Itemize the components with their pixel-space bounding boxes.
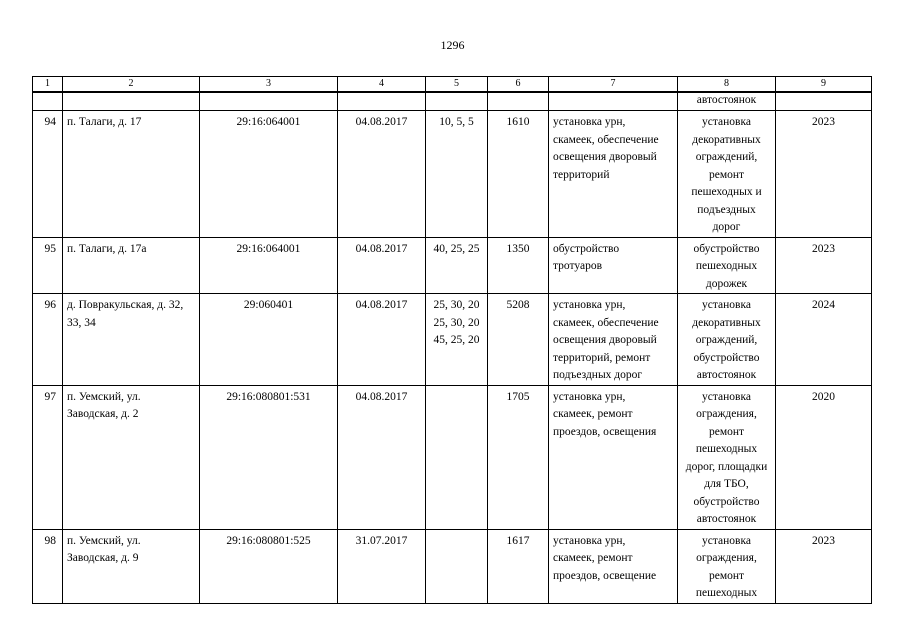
table-row (33, 111, 872, 238)
cell-line: обустройство (693, 495, 760, 508)
cell-col-5 (426, 385, 488, 529)
column-number-4: 4 (338, 77, 426, 93)
cell-line: ограждения, (696, 552, 757, 564)
cell-col-9 (776, 385, 872, 529)
cell-line: установка урн, (553, 534, 626, 547)
cell-line: п. Талаги, д. 17а (67, 242, 147, 255)
cell-col-7 (549, 111, 678, 238)
cell-text: 04.08.2017 (355, 116, 408, 128)
cell-text: 1705 (506, 390, 530, 403)
column-number-3: 3 (200, 77, 338, 93)
cell-text: 2023 (812, 534, 835, 547)
cell-line: 33, 34 (67, 316, 96, 329)
cell-col-2 (63, 385, 200, 529)
cell-line: пешеходных (695, 587, 758, 599)
cell-line: ремонт (708, 168, 745, 181)
cell-line: установка урн, (553, 390, 626, 403)
cell-col-6 (488, 294, 549, 386)
cell-col-6 (488, 529, 549, 603)
cell-line: п. Уемский, ул. (67, 534, 141, 547)
cell-col-7 (549, 385, 678, 529)
cell-text: 2020 (812, 390, 835, 403)
cell-col-4 (338, 294, 426, 386)
table-row (33, 385, 872, 529)
cell-col-2 (63, 237, 200, 294)
column-number-8: 8 (678, 77, 776, 93)
column-number-1: 1 (33, 77, 63, 93)
cell-text: 2024 (812, 299, 835, 311)
cell-col-6 (488, 385, 549, 529)
cell-col-7 (549, 92, 678, 111)
cell-col-7 (549, 294, 678, 386)
cell-col-3 (200, 92, 338, 111)
cell-col-9 (776, 92, 872, 111)
cell-col-1 (33, 92, 63, 111)
cell-text: 04.08.2017 (355, 299, 408, 311)
cell-col-8 (678, 237, 776, 294)
cell-col-5 (426, 111, 488, 238)
cell-line: дорожек (705, 277, 748, 290)
column-number-7: 7 (549, 77, 678, 93)
cell-line: обустройство (693, 351, 760, 364)
cell-line: тротуаров (553, 260, 603, 272)
table-row (33, 237, 872, 294)
cell-line: Заводская, д. 2 (67, 408, 139, 420)
cell-line: освещения дворовый (553, 334, 657, 346)
cell-text: 29:16:080801:531 (226, 390, 311, 403)
cell-text: 94 (44, 116, 56, 128)
cell-line: 40, 25, 25 (433, 242, 480, 255)
cell-line: 25, 30, 20 (433, 299, 480, 311)
cell-line: 10, 5, 5 (439, 116, 474, 128)
cell-text: 97 (44, 390, 56, 403)
cell-col-2 (63, 294, 200, 386)
cell-line: подъездных дорог (553, 369, 643, 381)
cell-col-4 (338, 92, 426, 111)
cell-line: п. Уемский, ул. (67, 390, 141, 403)
cell-col-8 (678, 111, 776, 238)
cell-line: освещения дворовый (553, 151, 657, 163)
table-row (33, 294, 872, 386)
cell-col-2 (63, 111, 200, 238)
cell-line: проездов, освещение (553, 569, 657, 582)
cell-line: автостоянок (696, 94, 757, 106)
cell-col-5 (426, 237, 488, 294)
cell-line: пешеходных (695, 260, 758, 272)
cell-line: установка (702, 534, 751, 547)
cell-line: установка (702, 299, 751, 311)
cell-col-5 (426, 294, 488, 386)
cell-line: автостоянок (696, 513, 757, 525)
cell-line: проездов, освещения (553, 425, 657, 438)
cell-line: подъездных (697, 203, 756, 216)
cell-line: обустройство (693, 242, 760, 255)
cell-line: установка урн, (553, 116, 626, 128)
cell-line: ограждения, (696, 408, 757, 420)
cell-col-3 (200, 237, 338, 294)
cell-line: пешеходных и (691, 186, 762, 198)
cell-line: 45, 25, 20 (433, 334, 480, 346)
column-number-row (33, 77, 872, 93)
cell-col-4 (338, 529, 426, 603)
cell-text: 29:16:064001 (236, 242, 301, 255)
cell-col-4 (338, 111, 426, 238)
cell-text: 04.08.2017 (355, 242, 408, 255)
cell-col-8 (678, 92, 776, 111)
cell-text: 98 (44, 534, 56, 547)
cell-line: дорог, площадки (685, 460, 768, 473)
cell-col-1 (33, 111, 63, 238)
cell-col-6 (488, 237, 549, 294)
cell-line: пешеходных (695, 443, 758, 455)
cell-line: ремонт (708, 425, 745, 438)
cell-line: для ТБО, (704, 478, 749, 490)
cell-text: 04.08.2017 (355, 390, 408, 403)
cell-line: установка урн, (553, 299, 626, 311)
cell-line: скамеек, обеспечение (553, 316, 659, 329)
cell-col-5 (426, 92, 488, 111)
cell-line: п. Талаги, д. 17 (67, 116, 142, 128)
cell-line: ограждений, (695, 334, 758, 346)
cell-text: 1350 (506, 242, 530, 255)
cell-text: 5208 (506, 299, 530, 311)
column-number-2: 2 (63, 77, 200, 93)
cell-text: 95 (44, 242, 56, 255)
cell-col-1 (33, 529, 63, 603)
cell-col-3 (200, 529, 338, 603)
cell-col-7 (549, 237, 678, 294)
table-row (33, 529, 872, 603)
cell-col-3 (200, 294, 338, 386)
cell-col-1 (33, 385, 63, 529)
cell-col-6 (488, 111, 549, 238)
cell-line: территорий, ремонт (553, 351, 651, 364)
cell-line: ограждений, (695, 151, 758, 163)
cell-col-2 (63, 92, 200, 111)
cell-text: 29:16:080801:525 (226, 534, 311, 547)
cell-col-9 (776, 294, 872, 386)
cell-col-1 (33, 237, 63, 294)
cell-col-3 (200, 385, 338, 529)
cell-text: 96 (44, 299, 56, 311)
cell-col-3 (200, 111, 338, 238)
cell-col-8 (678, 294, 776, 386)
cell-col-2 (63, 529, 200, 603)
cell-line: декоративных (692, 316, 761, 329)
cell-line: автостоянок (696, 369, 757, 381)
cell-text: 29:060401 (243, 299, 294, 311)
cell-col-1 (33, 294, 63, 386)
column-number-6: 6 (488, 77, 549, 93)
cell-col-7 (549, 529, 678, 603)
column-number-9: 9 (776, 77, 872, 93)
cell-line: д. Повракульская, д. 32, (67, 299, 184, 311)
cell-col-9 (776, 111, 872, 238)
cell-col-9 (776, 529, 872, 603)
cell-col-4 (338, 237, 426, 294)
cell-col-5 (426, 529, 488, 603)
cell-text: 29:16:064001 (236, 116, 301, 128)
cell-col-8 (678, 529, 776, 603)
registry-table (32, 76, 872, 604)
cell-text: 1617 (506, 534, 530, 547)
cell-line: обустройство (553, 242, 620, 255)
cell-line: территорий (553, 168, 610, 181)
page-number: 1296 (440, 38, 465, 52)
cell-line: декоративных (692, 133, 761, 146)
cell-text: 31.07.2017 (355, 534, 408, 547)
cell-col-8 (678, 385, 776, 529)
cell-line: установка (702, 116, 751, 128)
cell-col-4 (338, 385, 426, 529)
cell-line: ремонт (708, 569, 745, 582)
cell-text: 2023 (812, 116, 835, 128)
cell-line: скамеек, ремонт (553, 552, 633, 564)
cell-col-6 (488, 92, 549, 111)
continued-row (33, 92, 872, 111)
cell-line: дорог (712, 221, 741, 233)
cell-col-9 (776, 237, 872, 294)
cell-line: установка (702, 390, 751, 403)
cell-line: скамеек, ремонт (553, 408, 633, 420)
column-number-5: 5 (426, 77, 488, 93)
cell-line: 25, 30, 20 (433, 316, 480, 329)
cell-line: Заводская, д. 9 (67, 552, 139, 564)
cell-text: 2023 (812, 242, 835, 255)
cell-line: скамеек, обеспечение (553, 133, 659, 146)
cell-text: 1610 (506, 116, 530, 128)
